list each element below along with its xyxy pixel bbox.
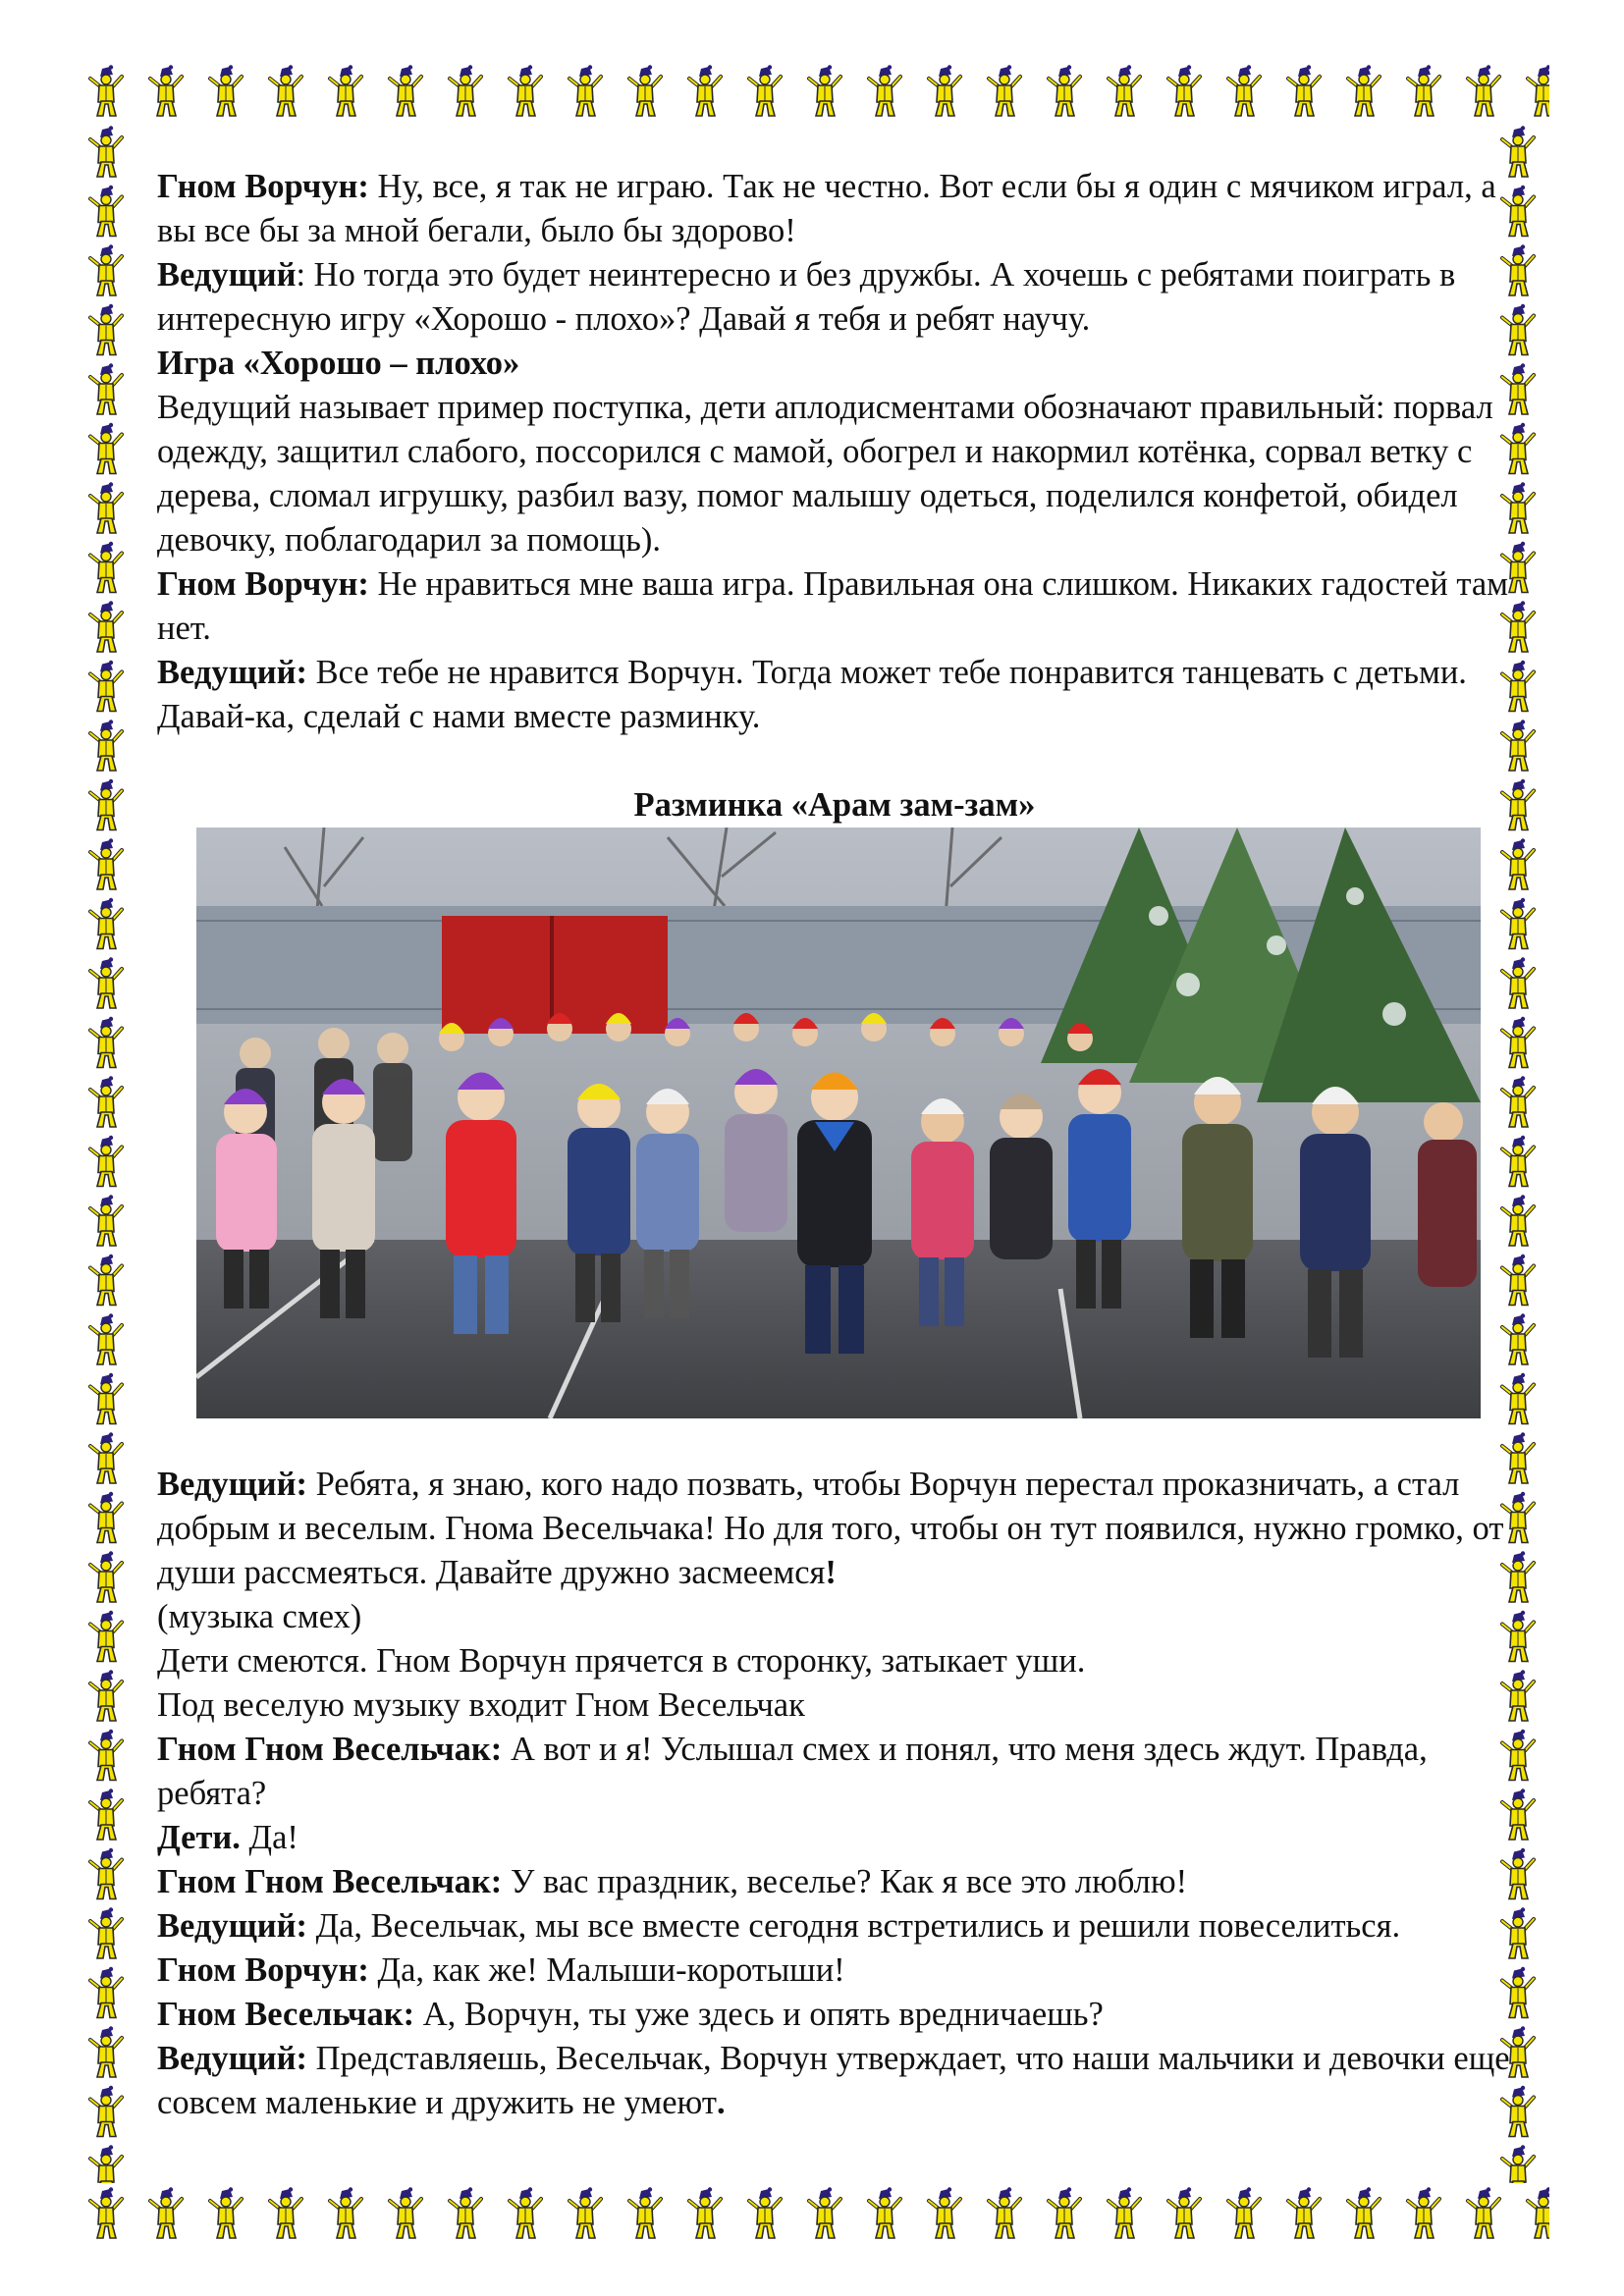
line-text: Под веселую музыку входит Гном Весельчак bbox=[157, 1686, 805, 1724]
line-text: А вот и я! Услышал смех и понял, что меня здесь ждут. Правда, ребята? bbox=[157, 1731, 1428, 1812]
line-text: Ведущий называет пример поступка, дети аплодисментами обозначают правильный: порвал одежду, защитил слабого, поссорился с мамой, обогрел и накормил котёнка, сорвал ветку с дерева, сломал игрушку, разбил вазу, помог малышу одеться, поделился конфетой, обидел девочку, поблагодарил за помощь). bbox=[157, 389, 1493, 559]
line-text: А, Ворчун, ты уже здесь и опять вредничаешь? bbox=[414, 1996, 1104, 2033]
photo-children-warmup bbox=[196, 828, 1481, 1418]
line-text: Ну, все, я так не играю. Так не честно. Вот если бы я один с мячиком играл, а вы все бы за мной бегали, было бы здорово! bbox=[157, 168, 1496, 249]
border-left-gnome-icons bbox=[77, 122, 137, 2183]
speaker-label: Ведущий: bbox=[157, 1907, 307, 1945]
line-grumpy-3 bbox=[157, 1949, 1512, 1993]
line-text: Да! bbox=[240, 1819, 298, 1856]
speaker-label: Ведущий bbox=[157, 256, 297, 294]
game-title bbox=[157, 342, 1512, 386]
dialogue-block-2 bbox=[157, 1463, 1512, 2125]
line-tail: . bbox=[716, 2084, 726, 2121]
stage-note-children bbox=[157, 1639, 1512, 1683]
stage-note-enter bbox=[157, 1683, 1512, 1728]
section-title: Разминка «Арам зам-зам» bbox=[633, 786, 1036, 824]
border-bottom-gnome-icons bbox=[77, 2183, 1549, 2244]
line-text: Представляешь, Весельчак, Ворчун утверждает, что наши мальчики и девочки еще совсем маленькие и дружить не умеют bbox=[157, 2040, 1510, 2121]
game-title-text: Игра «Хорошо – плохо» bbox=[157, 345, 520, 382]
line-host-3 bbox=[157, 1463, 1512, 1595]
speaker-label: Гном Ворчун: bbox=[157, 565, 369, 603]
speaker-label: Гном Ворчун: bbox=[157, 1951, 369, 1989]
line-text: Ребята, я знаю, кого надо позвать, чтобы Ворчун перестал проказничать, а стал добрым и веселым. Гнома Весельчака! Но для того, чтобы он тут появился, нужно громко, от души рассмеяться. Давайте дружно засмеемся bbox=[157, 1466, 1504, 1591]
line-text: Да, Весельчак, мы все вместе сегодня встретились и решили повеселиться. bbox=[306, 1907, 1401, 1945]
line-host-5 bbox=[157, 2037, 1512, 2125]
speaker-label: Ведущий: bbox=[157, 2040, 307, 2077]
line-host-2 bbox=[157, 651, 1512, 739]
line-text: У вас праздник, веселье? Как я все это люблю! bbox=[502, 1863, 1188, 1900]
line-merry-1 bbox=[157, 1728, 1512, 1816]
speaker-label: Ведущий: bbox=[157, 654, 307, 691]
speaker-label: Гном Гном Весельчак: bbox=[157, 1731, 503, 1768]
line-text: Все тебе не нравится Ворчун. Тогда может тебе понравится танцевать с детьми. Давай-ка, сделай с нами вместе разминку. bbox=[157, 654, 1467, 735]
line-text: Дети смеются. Гном Ворчун прячется в сторонку, затыкает уши. bbox=[157, 1642, 1086, 1680]
line-text: : Но тогда это будет неинтересно и без дружбы. А хочешь с ребятами поиграть в интересную игру «Хорошо - плохо»? Давай я тебя и ребят научу. bbox=[157, 256, 1456, 338]
speaker-label: Дети. bbox=[157, 1819, 241, 1856]
line-grumpy-2 bbox=[157, 562, 1512, 651]
line-text: (музыка смех) bbox=[157, 1598, 362, 1635]
line-host-1 bbox=[157, 253, 1512, 342]
border-top-gnome-icons bbox=[77, 61, 1549, 122]
speaker-label: Ведущий: bbox=[157, 1466, 307, 1503]
line-merry-3 bbox=[157, 1993, 1512, 2037]
line-children bbox=[157, 1816, 1512, 1860]
line-merry-2 bbox=[157, 1860, 1512, 1904]
stage-note-music bbox=[157, 1595, 1512, 1639]
speaker-label: Гном Гном Весельчак: bbox=[157, 1863, 503, 1900]
dialogue-block-1 bbox=[157, 165, 1512, 739]
game-description bbox=[157, 386, 1512, 562]
line-host-4 bbox=[157, 1904, 1512, 1949]
line-tail: ! bbox=[825, 1554, 837, 1591]
speaker-label: Гном Весельчак: bbox=[157, 1996, 415, 2033]
page-content bbox=[157, 165, 1512, 2125]
line-grumpy-1 bbox=[157, 165, 1512, 253]
line-text: Не нравиться мне ваша игра. Правильная она слишком. Никаких гадостей там нет. bbox=[157, 565, 1509, 647]
speaker-label: Гном Ворчун: bbox=[157, 168, 369, 205]
line-text: Да, как же! Малыши-коротыши! bbox=[368, 1951, 845, 1989]
